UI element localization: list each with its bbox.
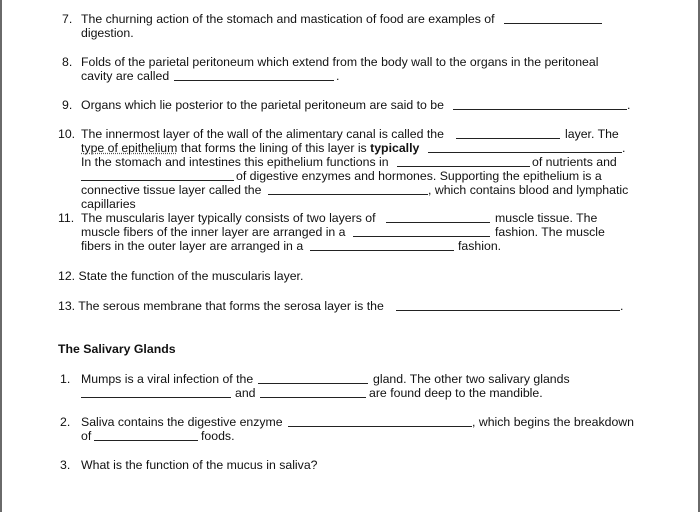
- sq2-foods: foods.: [201, 429, 235, 443]
- q10-blank-function[interactable]: [397, 166, 530, 167]
- sq1-blank-gland[interactable]: [258, 383, 368, 384]
- q7-blank[interactable]: [504, 23, 602, 24]
- q11-text-2: muscle fibers of the inner layer are arranged in a: [81, 225, 346, 239]
- q10-text-1: The innermost layer of the wall of the alimentary canal is called the: [81, 127, 444, 141]
- q10-blank-epithelium[interactable]: [428, 152, 622, 153]
- sq1-text-2-end: are found deep to the mandible.: [369, 386, 543, 400]
- sq2-text-1-end: , which begins the breakdown: [472, 415, 635, 429]
- q11-text-2-end: fashion. The muscle: [495, 225, 605, 239]
- q7-text: The churning action of the stomach and mastication of food are examples of: [81, 12, 495, 26]
- q8-text: Folds of the parietal peritoneum which extend from the body wall to the organs in the peritoneal: [81, 55, 599, 69]
- q9-text: Organs which lie posterior to the parietal peritoneum are said to be: [81, 98, 444, 112]
- q10-blank-secretion[interactable]: [81, 180, 234, 181]
- q10-text-2-end: .: [622, 141, 626, 155]
- sq2-blank-foods[interactable]: [94, 440, 198, 441]
- sq2-number: 2.: [60, 415, 71, 429]
- sq1-blank-gland-3[interactable]: [260, 397, 366, 398]
- section-heading-salivary: The Salivary Glands: [58, 342, 176, 356]
- q9-number: 9.: [62, 98, 73, 112]
- q13-blank[interactable]: [396, 310, 620, 311]
- q10-number: 10.: [58, 127, 76, 141]
- q10-text-5-end: , which contains blood and lymphatic: [428, 183, 629, 197]
- q8-end: .: [336, 69, 340, 83]
- q11-text-1: The muscularis layer typically consists of two layers of: [81, 211, 376, 225]
- q10-text-6: capillaries: [81, 197, 136, 211]
- q10-text-4: of digestive enzymes and hormones. Supporting the epithelium is a: [236, 169, 602, 183]
- q10-text-3-end: of nutrients and: [532, 155, 617, 169]
- sq1-text-1-end: gland. The other two salivary glands: [373, 372, 570, 386]
- sq3-text: What is the function of the mucus in saliva?: [81, 458, 318, 472]
- q10-blank-layer[interactable]: [456, 138, 560, 139]
- q10-text-5: connective tissue layer called the: [81, 183, 262, 197]
- q8-number: 8.: [62, 55, 73, 69]
- q10-epithelium-term: type of epithelium: [81, 141, 178, 155]
- q11-blank-outer[interactable]: [310, 250, 454, 251]
- q11-blank-inner[interactable]: [353, 236, 490, 237]
- q10-text-2: [81, 141, 419, 155]
- q10-text-3: In the stomach and intestines this epithelium functions in: [81, 155, 389, 169]
- question-12: 12. State the function of the muscularis layer.: [58, 269, 304, 283]
- sq3-number: 3.: [60, 458, 71, 472]
- q10-typically: typically: [370, 141, 420, 155]
- q10-text-2-mid: that forms the lining of this layer is: [177, 141, 371, 155]
- q11-number: 11.: [58, 211, 75, 225]
- q11-text-1-end: muscle tissue. The: [495, 211, 598, 225]
- q13-end: .: [620, 299, 624, 313]
- q7-number: 7.: [62, 12, 73, 26]
- q11-text-3: fibers in the outer layer are arranged in a: [81, 239, 304, 253]
- sq2-text-1: Saliva contains the digestive enzyme: [81, 415, 283, 429]
- sq2-of: of: [81, 429, 92, 443]
- q10-blank-connective[interactable]: [268, 194, 428, 195]
- sq1-blank-gland-2[interactable]: [81, 397, 231, 398]
- q10-text-1-end: layer. The: [565, 127, 619, 141]
- q7-text-2: digestion.: [81, 26, 134, 40]
- q11-text-3-end: fashion.: [458, 239, 502, 253]
- sq1-number: 1.: [60, 372, 71, 386]
- q13-text: 13. The serous membrane that forms the serosa layer is the: [58, 299, 384, 313]
- q8-blank[interactable]: [174, 80, 334, 81]
- sq1-text-1: Mumps is a viral infection of the: [81, 372, 254, 386]
- q9-end: .: [627, 98, 631, 112]
- sq1-and: and: [235, 386, 256, 400]
- q8-text-2: cavity are called: [81, 69, 170, 83]
- sq2-blank-enzyme[interactable]: [288, 426, 472, 427]
- q9-blank[interactable]: [453, 109, 627, 110]
- q11-blank-tissue[interactable]: [386, 222, 490, 223]
